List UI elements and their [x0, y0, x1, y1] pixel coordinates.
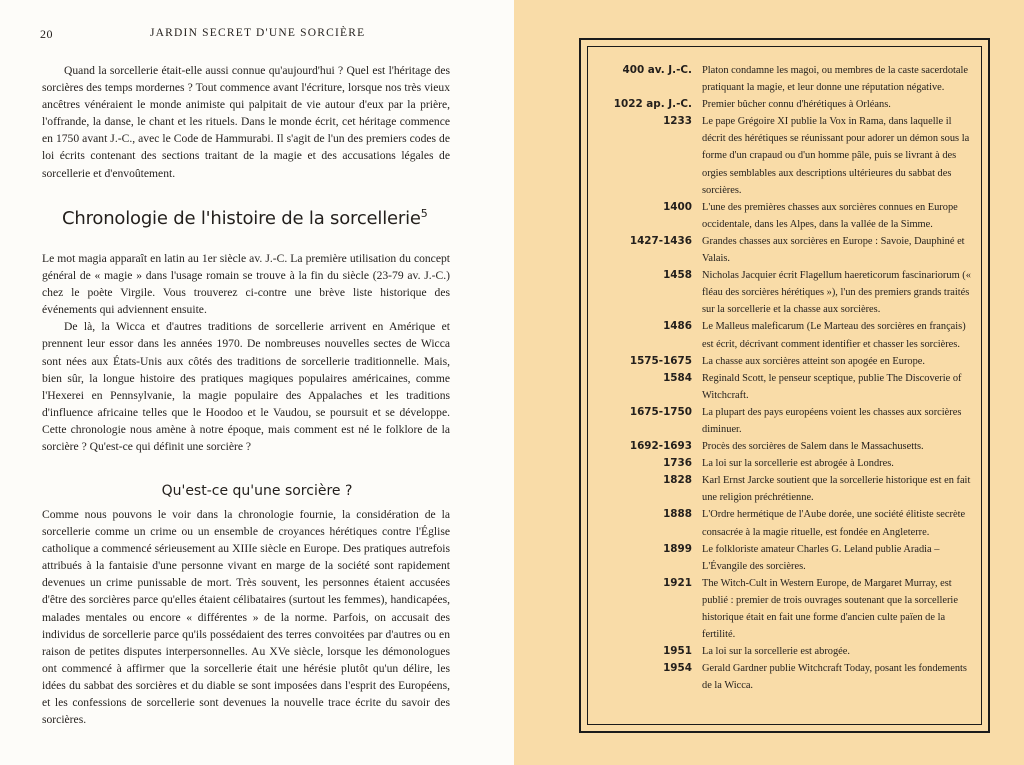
timeline-entry — [600, 506, 972, 540]
timeline-date: 1951 — [663, 645, 692, 658]
intro-text: Quand la sorcellerie était-elle aussi connue qu'aujourd'hui ? Quel est l'héritage des sorcières des temps mordernes ? Tout commence avant l'écriture, lorsque nos très vieux ancêtres vénéraient le monde animiste qui palpitait de vie autour d'eux par la prière, l'offrande, la danse, le chant et les rituels. Dans le monde écrit, cet héritage commence en 1750 avant J.-C., avec le Code de Hammurabi. Il s'agit de l'un des premiers codes de loi écrits contenant des sections traitant de la magie et des accusations légales de sorcellerie et d'envoûtement. — [42, 64, 450, 180]
timeline-entry — [600, 233, 972, 267]
timeline-date: 1584 — [663, 371, 692, 384]
timeline-text: La plupart des pays européens voient les chasses aux sorcières diminuer. — [702, 406, 962, 435]
timeline-entry — [600, 318, 972, 352]
timeline-text: La chasse aux sorcières atteint son apogée en Europe. — [702, 355, 926, 367]
timeline-list — [600, 62, 972, 694]
timeline-text: Le Malleus maleficarum (Le Marteau des sorcières en français) est écrit, décrivant comment identifier et chasser les sorcières. — [702, 321, 966, 350]
timeline-text: L'une des premières chasses aux sorcières connues en Europe occidentale, dans les Alpes, dans la vallée de la Simme. — [702, 201, 958, 230]
section-title-chronologie — [62, 207, 428, 229]
timeline-text: Premier bûcher connu d'hérétiques à Orléans. — [702, 99, 891, 111]
timeline-entry — [600, 96, 972, 113]
timeline-text: Gerald Gardner publie Witchcraft Today, posant les fondements de la Wicca. — [702, 663, 967, 692]
timeline-entry — [600, 199, 972, 233]
timeline-date: 1400 — [663, 200, 692, 213]
timeline-entry — [600, 455, 972, 472]
timeline-text: Le pape Grégoire XI publie la Vox in Rama, dans laquelle il décrit des hérétiques se réunissant pour adorer un démon sous la forme d'un crapaud ou d'un homme pâle, puis se livrant à des orgies semblables aux descriptions ultérieures du sabbat des sorcières. — [702, 116, 970, 196]
timeline-date: 1736 — [663, 457, 692, 470]
timeline-text: La loi sur la sorcellerie est abrogée. — [702, 646, 851, 658]
chronologie-para-2: De là, la Wicca et d'autres traditions de sorcellerie arrivent en Amérique et prennent leur essor dans les années 1970. De nombreuses nouvelles sectes de Wicca sont nées aux États-Unis aux côtés des traditions de sorcellerie traditionnelle. Mais, bien sûr, la longue histoire des pratiques magiques populaires américaines, comme l'Hexerei en Pennsylvanie, la magie populaire des Appalaches et les traditions d'influence africaine telles que le Hoodoo et le Vaudou, se poursuit et se développe. Cette chronologie nous amène à notre époque, mais comment est né le folklore de la sorcière ? Qu'est-ce qui définit une sorcière ? — [42, 320, 450, 454]
intro-paragraph — [42, 62, 450, 182]
timeline-date: 1954 — [663, 662, 692, 675]
timeline-date: 1828 — [663, 474, 692, 487]
section-title-text: Chronologie de l'histoire de la sorcellerie — [62, 208, 421, 229]
timeline-entry — [600, 62, 972, 96]
timeline-text: The Witch-Cult in Western Europe, de Margaret Murray, est publié : premier de trois ouvrages soutenant que la sorcellerie historique était en fait une forme d'ancien culte païen de la fertilité. — [702, 577, 958, 641]
timeline-entry — [600, 541, 972, 575]
timeline-entry — [600, 113, 972, 198]
section-title-sorciere: Qu'est-ce qu'une sorcière ? — [161, 483, 353, 499]
timeline-entry — [600, 353, 972, 370]
timeline-entry — [600, 267, 972, 318]
timeline-entry — [600, 472, 972, 506]
timeline-text: Platon condamne les magoi, ou membres de la caste sacerdotale pratiquant la magie, et leur donne une réputation négative. — [702, 65, 969, 94]
timeline-date: 1692-1693 — [629, 440, 692, 453]
timeline-date: 400 av. J.-C. — [622, 64, 692, 76]
timeline-text: Nicholas Jacquier écrit Flagellum haereticorum fascinariorum (« fléau des sorcières hérétiques »), l'un des premiers grands traités sur la sorcellerie et la chasse aux sorcières. — [702, 270, 971, 316]
timeline-text: Reginald Scott, le penseur sceptique, publie The Discoverie of Witchcraft. — [702, 372, 962, 401]
footnote-ref: 5 — [420, 207, 428, 220]
chronologie-body — [42, 250, 450, 455]
page-number: 20 — [40, 27, 53, 41]
timeline-entry — [600, 438, 972, 455]
timeline-date: 1458 — [663, 269, 692, 282]
timeline-text: Karl Ernst Jarcke soutient que la sorcellerie historique est en fait une religion préchrétienne. — [702, 475, 971, 504]
timeline-date: 1486 — [663, 320, 692, 333]
timeline-entry — [600, 660, 972, 694]
sorciere-para: Comme nous pouvons le voir dans la chronologie fournie, la considération de la sorcellerie comme un crime ou un ensemble de croyances hérétiques contre l'Église catholique a commencé sérieusement au XIIIe siècle en Europe. Des pratiques autrefois attribués à la fantaisie d'une personne vivant en marge de la société sont rapidement devenues un crime punissable de mort. Très souvent, les personnes étaient accusées d'être des sorcières parce qu'elles étaient célibataires (surtout les femmes), handicapées, malades mentales ou encore « différentes » de la norme. Parfois, on accusait des individus de sorcellerie parce qu'ils possédaient des terres convoitées par d'autres ou en raison de petites disputes interpersonnelles. Au XVe siècle, lorsque les démonologues ont commencé à affirmer que la sorcellerie était une hérésie plutôt qu'un délire, les idées du sabbat des sorcières et du diable se sont imposées dans l'esprit des Européens, et les confessions de sorcellerie sont devenues la nouvelle trace écrite du savoir des sorcières. — [42, 508, 450, 727]
chronologie-para-1: Le mot magia apparaît en latin au 1er siècle av. J.-C. La première utilisation du concept général de « magie » dans l'usage romain se trouve à la fin du siècle (23-79 av. J.-C.) chez le poète Virgile. Vous trouverez ci-contre une brève liste historique des événements qui adviennent ensuite. — [42, 252, 450, 317]
timeline-text: Procès des sorcières de Salem dans le Massachusetts. — [702, 441, 924, 453]
timeline-text: L'Ordre hermétique de l'Aube dorée, une société élitiste secrète consacrée à la magie rituelle, est fondée en Angleterre. — [702, 509, 966, 538]
timeline-entry — [600, 370, 972, 404]
timeline-text: Grandes chasses aux sorcières en Europe : Savoie, Dauphiné et Valais. — [702, 235, 965, 265]
timeline-entry — [600, 404, 972, 438]
timeline-text: Le folkloriste amateur Charles G. Leland publie Aradia – L'Évangile des sorcières. — [702, 543, 940, 572]
sorciere-body — [42, 506, 450, 728]
timeline-text: La loi sur la sorcellerie est abrogée à Londres. — [702, 458, 894, 470]
timeline-date: 1575-1675 — [629, 354, 692, 367]
timeline-date: 1888 — [663, 508, 692, 521]
timeline-date: 1921 — [663, 576, 692, 589]
timeline-date: 1675-1750 — [629, 405, 692, 418]
timeline-date: 1022 ap. J.-C. — [613, 98, 692, 111]
timeline-date: 1427-1436 — [629, 234, 692, 247]
timeline-date: 1233 — [663, 115, 692, 128]
timeline-entry — [600, 643, 972, 660]
timeline-entry — [600, 575, 972, 643]
running-title: JARDIN SECRET D'UNE SORCIÈRE — [150, 27, 366, 39]
timeline-date: 1899 — [663, 542, 692, 555]
